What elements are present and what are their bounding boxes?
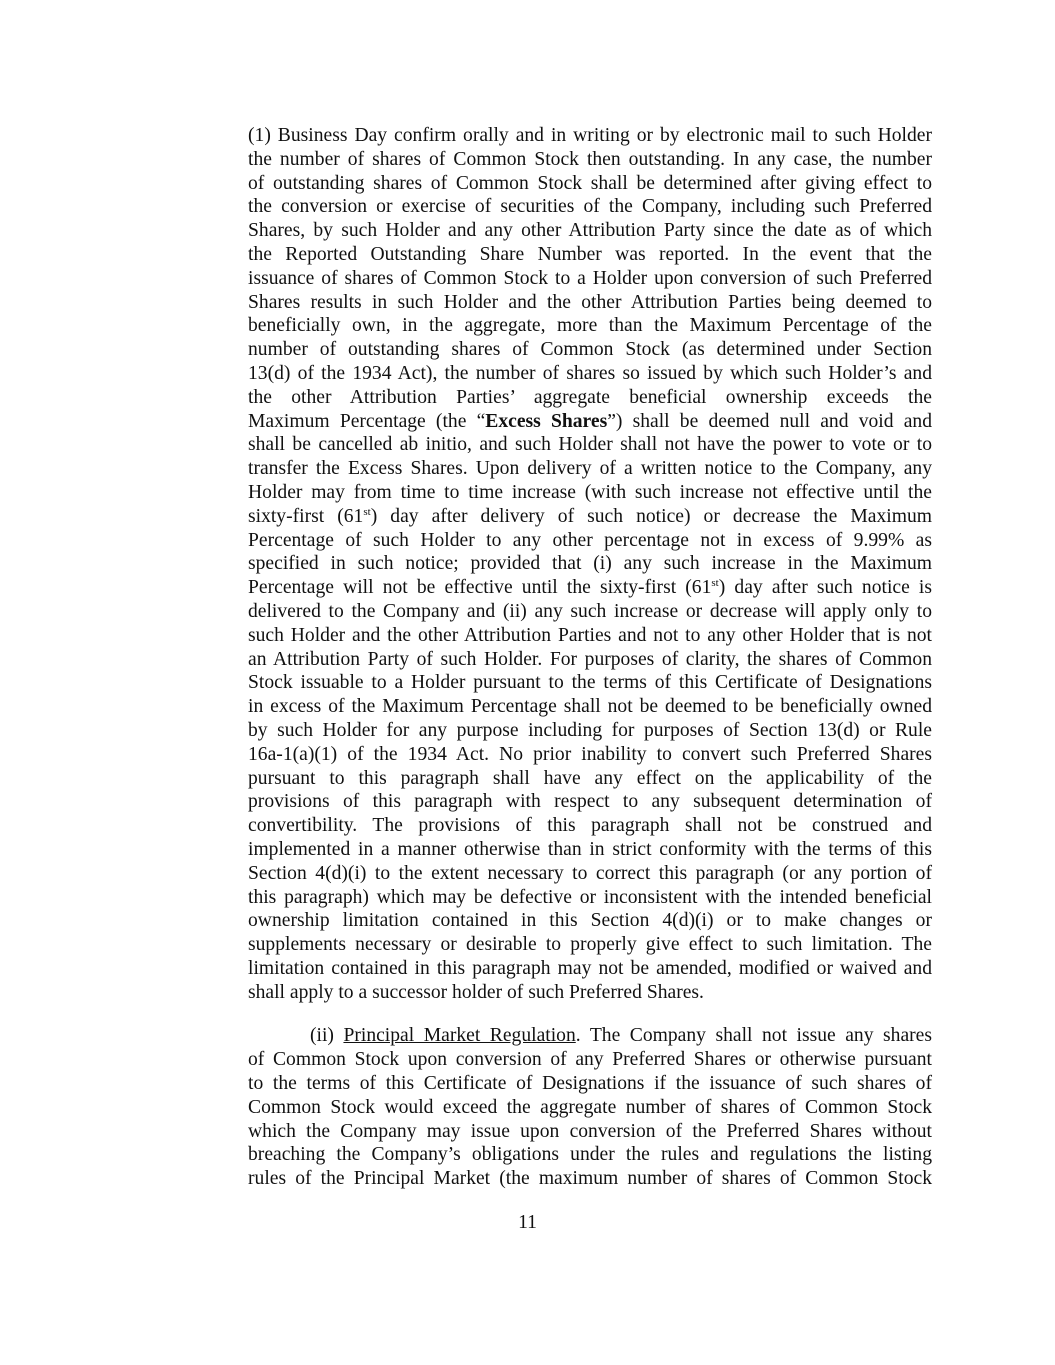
text-line: Percentage of such Holder to any other percentage not in excess of 9.99% as: [248, 529, 932, 551]
section-number: (ii): [310, 1025, 344, 1047]
text-line: ownership limitation contained in this Section 4(d)(i) or to make changes or: [248, 910, 932, 932]
defined-term-excess-shares: Excess Shares: [485, 410, 608, 432]
document-page: [248, 124, 932, 1191]
text-line: the number of shares of Common Stock then outstanding. In any case, the number: [248, 148, 932, 170]
text-line: this paragraph) which may be defective or inconsistent with the intended beneficial: [248, 886, 932, 908]
text-line: delivered to the Company and (ii) any such increase or decrease will apply only to: [248, 600, 932, 622]
ordinal-superscript: st: [711, 577, 719, 590]
text-line: 16a-1(a)(1) of the 1934 Act. No prior inability to convert such Preferred Shares: [248, 743, 932, 765]
text-line: limitation contained in this paragraph may not be amended, modified or waived and: [248, 957, 932, 979]
text-line: in excess of the Maximum Percentage shall not be deemed to be beneficially owned: [248, 696, 932, 718]
text-segment: ) day after such notice is: [718, 577, 932, 599]
text-line: Shares, by such Holder and any other Attribution Party since the date as of which: [248, 220, 932, 242]
text-line: Common Stock would exceed the aggregate number of shares of Common Stock: [248, 1096, 932, 1118]
text-line: the other Attribution Parties’ aggregate beneficial ownership exceeds the: [248, 386, 932, 408]
text-line: beneficially own, in the aggregate, more than the Maximum Percentage of the: [248, 315, 932, 337]
text-line: Shares results in such Holder and the other Attribution Parties being deemed to: [248, 291, 932, 313]
paragraph-beneficial-ownership-limitation: [248, 124, 932, 1004]
text-line: by such Holder for any purpose including for purposes of Section 13(d) or Rule: [248, 719, 932, 741]
section-heading: Principal Market Regulation: [343, 1025, 576, 1047]
text-line: supplements necessary or desirable to properly give effect to such limitation. The: [248, 934, 932, 956]
text-line: implemented in a manner otherwise than in strict conformity with the terms of this: [248, 838, 932, 860]
text-line: shall be cancelled ab initio, and such Holder shall not have the power to vote or to: [248, 434, 932, 456]
text-line: Stock issuable to a Holder pursuant to the terms of this Certificate of Designations: [248, 672, 932, 694]
text-line: issuance of shares of Common Stock to a Holder upon conversion of such Preferred: [248, 267, 932, 289]
text-line: an Attribution Party of such Holder. For purposes of clarity, the shares of Common: [248, 648, 932, 670]
text-line-superscript: [248, 505, 932, 529]
text-line: pursuant to this paragraph shall have any effect on the applicability of the: [248, 767, 932, 789]
text-line: of outstanding shares of Common Stock shall be determined after giving effect to: [248, 172, 932, 194]
text-segment: ) day after delivery of such notice) or decrease the Maximum: [370, 505, 932, 527]
text-segment: Maximum Percentage (the “: [248, 410, 486, 432]
text-line: the conversion or exercise of securities of the Company, including such Preferred: [248, 196, 932, 218]
text-line: to the terms of this Certificate of Designations if the issuance of such shares of: [248, 1073, 932, 1095]
text-line: 13(d) of the 1934 Act), the number of shares so issued by which such Holder’s and: [248, 362, 932, 384]
text-line: number of outstanding shares of Common Stock (as determined under Section: [248, 339, 932, 361]
text-line: Section 4(d)(i) to the extent necessary to correct this paragraph (or any portion of: [248, 862, 932, 884]
section-heading-line: [248, 1024, 932, 1048]
text-line: breaching the Company’s obligations under the rules and regulations the listing: [248, 1144, 932, 1166]
text-segment: sixty-first (61: [248, 505, 364, 527]
text-line: such Holder and the other Attribution Parties and not to any other Holder that is not: [248, 624, 932, 646]
ordinal-superscript: st: [363, 505, 371, 518]
text-line: the Reported Outstanding Share Number was reported. In the event that the: [248, 243, 932, 265]
text-segment: . The Company shall not issue any shares: [575, 1025, 932, 1047]
text-line: (1) Business Day confirm orally and in writing or by electronic mail to such Holder: [248, 125, 932, 146]
text-line: which the Company may issue upon conversion of the Preferred Shares without: [248, 1120, 932, 1142]
text-segment: ”) shall be deemed null and void and: [607, 410, 932, 432]
text-line: transfer the Excess Shares. Upon delivery of a written notice to the Company, any: [248, 458, 932, 480]
page-number: 11: [518, 1212, 537, 1233]
text-line: of Common Stock upon conversion of any Preferred Shares or otherwise pursuant: [248, 1049, 932, 1071]
text-line: shall apply to a successor holder of such Preferred Shares.: [248, 981, 704, 1003]
text-line: rules of the Principal Market (the maximum number of shares of Common Stock: [248, 1168, 932, 1190]
text-segment: Percentage will not be effective until the sixty-first (61: [248, 577, 712, 599]
text-line-excess-shares: [248, 410, 932, 434]
paragraph-principal-market-regulation: [248, 1024, 932, 1191]
text-line: convertibility. The provisions of this paragraph shall not be construed and: [248, 815, 932, 837]
text-line: Holder may from time to time increase (with such increase not effective until the: [248, 481, 932, 503]
text-line: specified in such notice; provided that (i) any such increase in the Maximum: [248, 553, 932, 575]
text-line-superscript: [248, 576, 932, 600]
text-line: provisions of this paragraph with respect to any subsequent determination of: [248, 791, 932, 813]
